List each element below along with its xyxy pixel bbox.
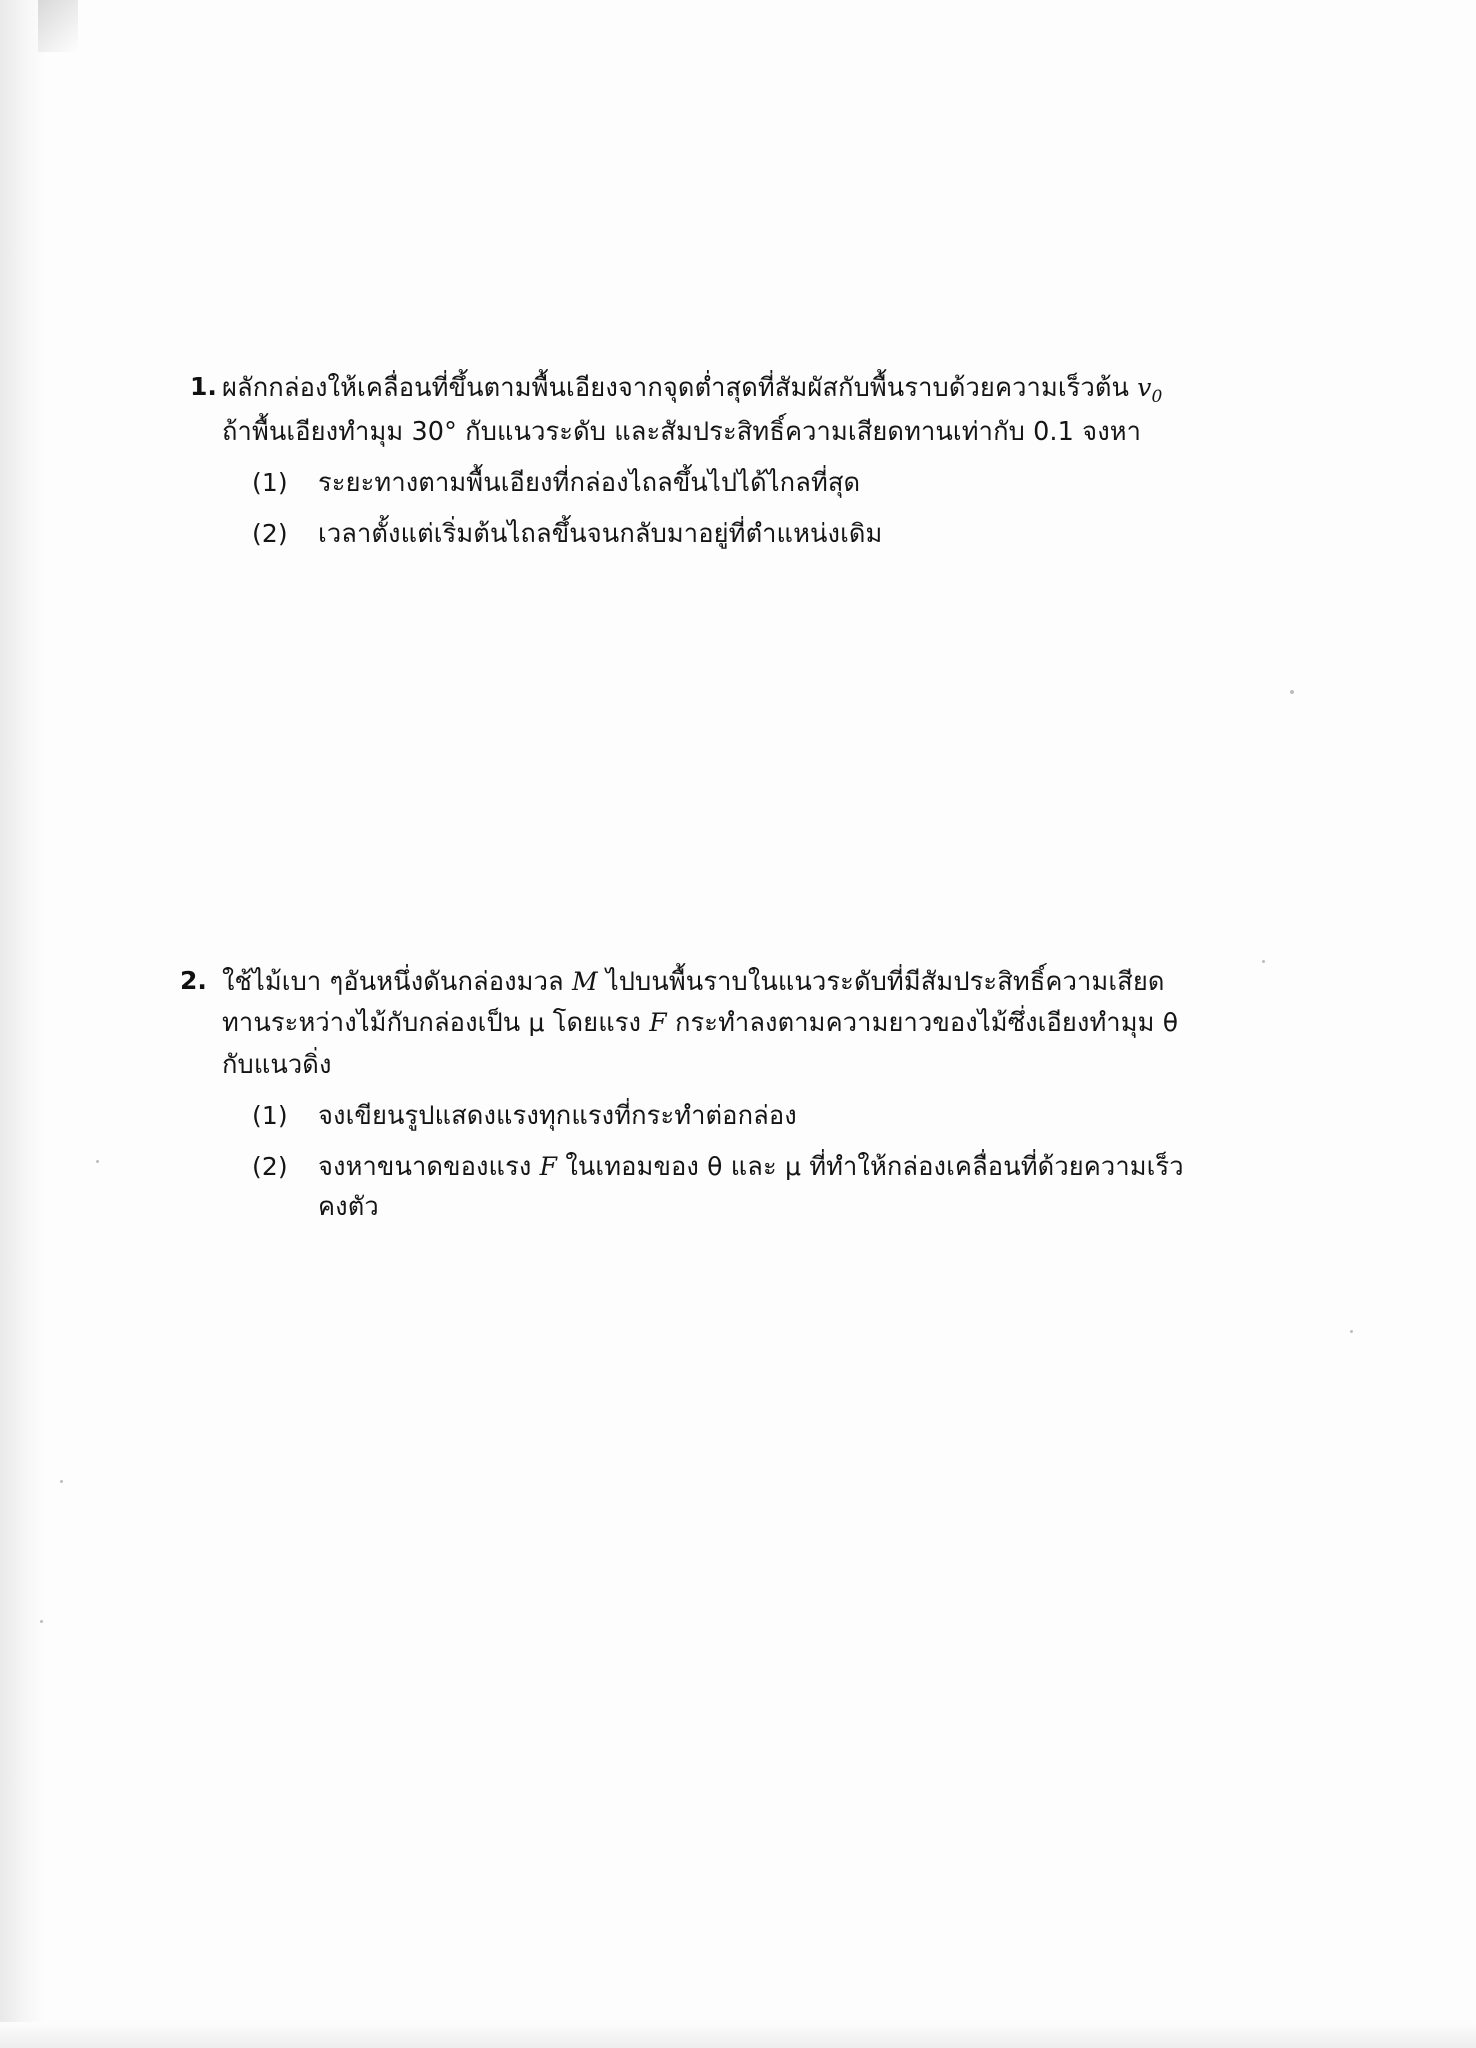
sub-marker: (2) xyxy=(252,518,288,548)
scan-speck xyxy=(1290,690,1294,694)
problem-2-stem-text-2c: กระทำลงตามความยาวของไม้ซึ่งเอียงทำมุม xyxy=(666,1008,1163,1039)
problem-1-sub-list xyxy=(222,463,1422,555)
problem-1-number: 1. xyxy=(190,372,217,401)
problem-2-stem-line-1 xyxy=(222,962,1452,1003)
sub-text-b: ในเทอมของ xyxy=(557,1151,708,1182)
scan-corner-artifact xyxy=(38,0,78,52)
problem-2-stem-line-2 xyxy=(222,1003,1452,1044)
symbol-theta: θ xyxy=(707,1151,723,1181)
sub-text-c: และ xyxy=(722,1151,786,1182)
problem-2-number: 2. xyxy=(180,966,207,995)
sub-text-continuation: คงตัว xyxy=(318,1192,379,1223)
problem-2-stem-text-2b: โดยแรง xyxy=(544,1008,650,1039)
sub-text: ระยะทางตามพื้นเอียงที่กล่องไถลขึ้นไปได้ไกลที่สุด xyxy=(318,467,861,498)
scan-speck xyxy=(96,1160,99,1163)
problem-1-stem-text-1: ผลักกล่องให้เคลื่อนที่ขึ้นตามพื้นเอียงจากจุดต่ำสุดที่สัมผัสกับพื้นราบด้วยความเร็วต้น xyxy=(222,373,1138,403)
problem-2-sub-item-2 xyxy=(252,1147,1452,1229)
problem-1-stem xyxy=(222,368,1422,555)
sub-marker: (1) xyxy=(252,1100,288,1130)
sub-text xyxy=(318,1147,1452,1229)
symbol-theta: θ xyxy=(1162,1008,1179,1038)
sub-text-a: จงหาขนาดของแรง xyxy=(318,1151,540,1182)
problem-1-sub-item-2 xyxy=(252,514,1422,555)
sub-marker: (2) xyxy=(252,1151,288,1181)
problem-1-stem-line-2: ถ้าพื้นเอียงทำมุม 30° กับแนวระดับ และสัมประสิทธิ์ความเสียดทานเท่ากับ 0.1 จงหา xyxy=(222,416,1142,447)
symbol-F: F xyxy=(539,1151,558,1181)
symbol-v-subscript: 0 xyxy=(1151,387,1163,408)
sub-text: เวลาตั้งแต่เริ่มต้นไถลขึ้นจนกลับมาอยู่ที่ตำแหน่งเดิม xyxy=(318,518,883,549)
symbol-mu: μ xyxy=(528,1008,545,1038)
scan-edge-shadow xyxy=(0,0,46,2048)
problem-1-sub-item-1 xyxy=(252,463,1422,504)
scan-bottom-shadow xyxy=(0,2022,1476,2048)
scan-speck xyxy=(60,1480,63,1483)
symbol-F: F xyxy=(649,1008,667,1038)
problem-2-sub-list xyxy=(222,1096,1452,1228)
problem-2-sub-item-1 xyxy=(252,1096,1452,1137)
symbol-mu: μ xyxy=(785,1151,802,1181)
symbol-v: v xyxy=(1137,373,1152,402)
scan-speck xyxy=(1350,1330,1353,1333)
scan-speck xyxy=(40,1620,43,1623)
sub-text-d: ที่ทำให้กล่องเคลื่อนที่ด้วยความเร็ว xyxy=(801,1151,1184,1182)
problem-1-stem-line-1 xyxy=(222,368,1422,412)
problem-2-stem-text-1b: ไปบนพื้นราบในแนวระดับที่มีสัมประสิทธิ์ความเสียด xyxy=(597,967,1165,997)
sub-text: จงเขียนรูปแสดงแรงทุกแรงที่กระทำต่อกล่อง xyxy=(318,1100,797,1131)
problem-2-stem xyxy=(222,962,1452,1228)
problem-2-stem-text-2a: ทานระหว่างไม้กับกล่องเป็น xyxy=(222,1008,529,1039)
sub-marker: (1) xyxy=(252,467,288,497)
problem-2-stem-text-1a: ใช้ไม้เบา ๆอันหนึ่งดันกล่องมวล xyxy=(222,967,572,997)
problem-2-stem-line-3: กับแนวดิ่ง xyxy=(222,1049,332,1080)
symbol-M: M xyxy=(571,967,598,996)
